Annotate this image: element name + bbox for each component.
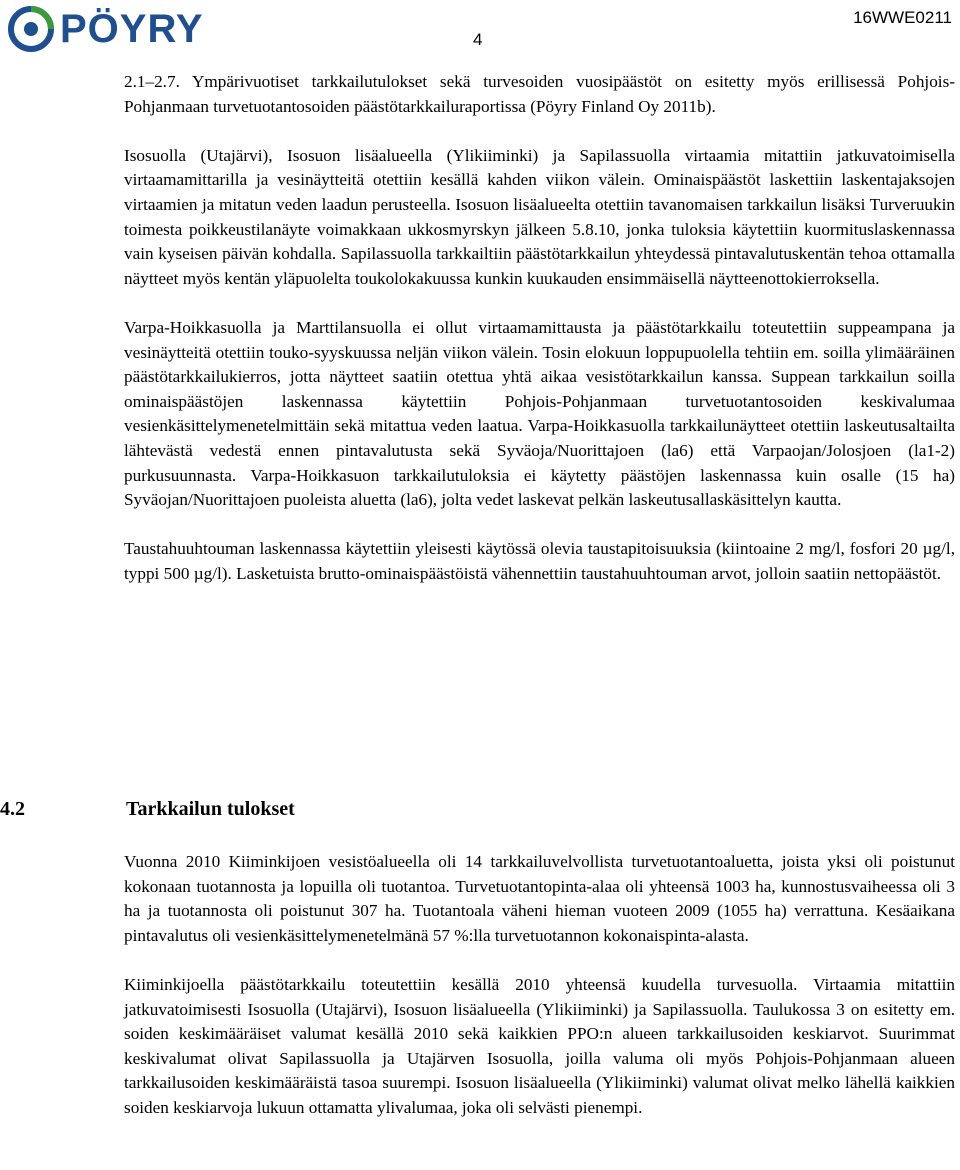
body-text-top — [124, 70, 955, 586]
paragraph-3: Varpa-Hoikkasuolla ja Marttilansuolla ei ollut virtaamamittausta ja päästötarkkailu toteutettiin suppeampana ja vesinäytteitä otettiin touko-syyskuussa neljän viikon välein. Tosin elokuun loppupuolella tehtiin em. soilla ylimääräinen päästötarkkailukierros, jotta näytteet saatiin otettua yhtä aikaa vesistötarkkailun kanssa. Suppean tarkkailun soilla ominaispäästöjen laskennassa käytettiin Pohjois-Pohjanmaan turvetuotantosoiden keskivalumaa vesienkäsittelymenetelmittäin sekä mitattua veden laatua. Varpa-Hoikkasuolla tarkkailunäytteet otettiin laskeutusaltailta lähtevästä vedestä ennen pintavalutusta sekä Syväoja/Nuorittajoen (la6) että Varpaojan/Jolosjoen (la1-2) purkusuunnasta. Varpa-Hoikkasuon tarkkailutuloksia ei käytetty päästöjen laskennassa kuin osalle (15 ha) Syväojan/Nuorittajoen puoleista aluetta (la6), jolta vedet laskevat pelkän laskeutusallaskäsittelyn kautta. — [124, 317, 955, 510]
section-title: Tarkkailun tulokset — [126, 798, 295, 820]
paragraph-6: Kiiminkijoella päästötarkkailu toteutettiin kesällä 2010 yhteensä kuudella turvesuolla. Virtaamia mitattiin jatkuvatoimisesti Isosuolla (Utajärvi), Isosuon lisäalueella (Ylikiiminki) ja Sapilassuolla. Taulukossa 3 on esitetty em. soiden keskimääräiset valumat kesällä 2010 sekä kaikkien PPO:n alueen tarkkailusoiden keskiarvot. Suurimmat keskivalumat olivat Sapilassuolla ja Utajärven Isosuolla, joilla valuma oli myös Pohjois-Pohjanmaan alueen tarkkailusoiden keskimääräistä tasoa suurempi. Isosuon lisäalueella (Ylikiiminki) valumat olivat melko lähellä kaikkien soiden keskiarvoja lukuun ottamatta ylivalumaa, joka oli selvästi pienempi. — [124, 974, 955, 1117]
document-code: 16WWE0211 — [853, 8, 952, 27]
paragraph-1: 2.1–2.7. Ympärivuotiset tarkkailutulokset sekä turvesoiden vuosipäästöt on esitetty myös erillisessä Pohjois-Pohjanmaan turvetuotantosoiden päästötarkkailuraportissa (Pöyry Finland Oy 2011b). — [124, 72, 955, 116]
paragraph-4: Taustahuuhtouman laskennassa käytettiin yleisesti käytössä olevia taustapitoisuuksia (kiintoaine 2 mg/l, fosfori 20 µg/l, typpi 500 µg/l). Lasketuista brutto-ominaispäästöistä vähennettiin taustahuuhtouman arvot, jolloin saatiin nettopäästöt. — [124, 539, 955, 583]
body-text-bottom — [124, 850, 955, 1121]
logo-text: PÖYRY — [60, 7, 204, 51]
page-number: 4 — [473, 30, 483, 49]
poyry-logo-icon — [8, 6, 54, 52]
paragraph-5: Vuonna 2010 Kiiminkijoen vesistöalueella oli 14 tarkkailuvelvollista turvetuotantoaluetta, joista yksi oli poistunut kokonaan tuotannosta ja lopuilla oli tuotantoa. Turvetuotantopinta-alaa oli yhteensä 1003 ha, kunnostusvaiheessa oli 3 ha ja tuotannosta oli poistunut 307 ha. Tuotantoala väheni hieman vuoteen 2009 (1055 ha) verrattuna. Kesäaikana pintavalutus oli vesienkäsittelymenetelmänä 57 %:lla turvetuotannon kokonaispinta-alasta. — [124, 852, 955, 945]
paragraph-2: Isosuolla (Utajärvi), Isosuon lisäalueella (Ylikiiminki) ja Sapilassuolla virtaamia mitattiin jatkuvatoimisella virtaamamittarilla ja vesinäytteitä otettiin kesällä kahden viikon välein. Ominaispäästöt laskettiin laskentajaksojen virtaamien ja mitatun veden laadun perusteella. Isosuon lisäalueelta otettiin tavanomaisen tarkkailun lisäksi Turveruukin toimesta poikkeustilanäyte voimakkaan ukkosmyrskyn jälkeen 5.8.10, jonka tuloksia käytettiin kuormituslaskennassa vain kyseisen päivän kohdalla. Sapilassuolla tarkkailtiin päästötarkkailun yhteydessä pintavalutuskentän tehoa ottamalla näytteet myös kentän yläpuolelta toukolokakuussa kunkin kuukauden ensimmäisellä näytteenottokierroksella. — [124, 145, 955, 288]
section-number: 4.2 — [0, 798, 25, 820]
page-header — [0, 0, 960, 60]
company-logo — [8, 6, 204, 52]
